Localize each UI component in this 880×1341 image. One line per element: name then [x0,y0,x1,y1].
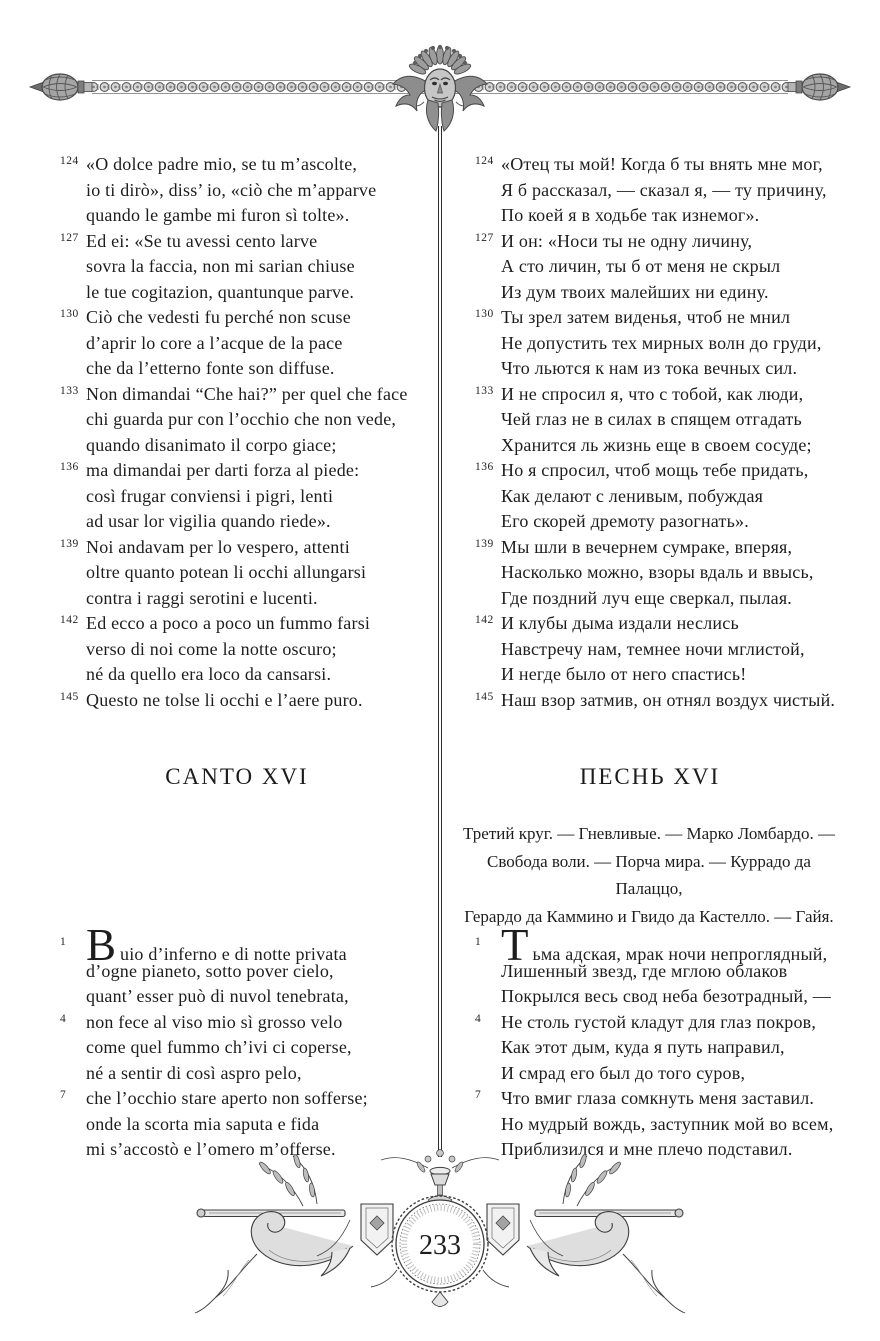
right-finial [788,74,850,100]
verse-line: 124 «Отец ты мой! Когда б ты внять мне мог, [475,154,823,174]
verse-line: contra i raggi serotini e lucenti. [86,587,318,608]
verse-line: verso di noi come la notte oscuro; [86,638,337,659]
verse-number: 1 [60,936,67,948]
verse-line: che da l’etterno fonte son diffuse. [86,358,335,378]
verse-number: 139 [60,537,79,550]
verse-line: 142 Ed ecco a poco a poco un fummo farsi [60,613,371,633]
verse-line: Но мудрый вождь, заступник мой во всем, [501,1113,834,1134]
verse-line: ad usar lor vigilia quando riede». [86,511,331,531]
argument-line: Третий круг. — Гневливые. — Марко Ломбардо. — [463,824,835,843]
verse-number: 4 [475,1012,482,1025]
drop-cap: B [86,920,118,970]
verse-number: 142 [475,614,494,626]
verse-line: Из дум твоих малейших ни едину. [501,281,769,302]
verse-line: По коей я в ходьбе так изнемог». [501,205,760,225]
drop-cap: Т [501,920,530,970]
argument-line: Свобода воли. — Порча мира. — Куррадо да Палаццо, [487,851,811,898]
verse-line: Приблизился и мне плечо подставил. [501,1139,793,1159]
verse-line: А сто личин, ты б от меня не скрыл [501,256,781,276]
verse-line: Что льются к нам из тока вечных сил. [501,358,798,378]
verse-line: né a sentir di così aspro pelo, [86,1062,302,1083]
verse-line: quando le gambe mi furon sì tolte». [86,205,350,225]
russian-verses-lower [475,920,834,1163]
verse-line: 4 non fece al viso mio sì grosso velo [60,1011,343,1032]
verse-number: 127 [60,231,79,244]
verse-line: 145 Questo ne tolse li occhi e l’aere puro. [60,689,363,710]
verse-line: chi guarda pur con l’occhio che non vede, [86,409,397,429]
verse-line: sovra la faccia, non mi sarian chiuse [86,256,355,276]
verse-line: onde la scorta mia saputa e fida [86,1113,320,1134]
italian-verses-upper [60,152,408,713]
verse-number: 1 [475,936,482,948]
canto-heading-italian: CANTO XVI [165,764,309,789]
verse-number: 7 [475,1089,482,1101]
verse-number: 7 [60,1089,67,1101]
verse-number: 139 [475,537,494,550]
verse-number: 145 [475,690,494,703]
verse-line: 127 И он: «Носи ты не одну личину, [475,230,753,251]
verse-line: Я б рассказал, — сказал я, — ту причину, [501,179,827,200]
verse-line: Хранится ль жизнь еще в своем сосуде; [501,434,812,455]
verse-line: così frugar conviensi i pigri, lenti [86,485,334,506]
verse-line: Навстречу нам, темнее ночи мглистой, [501,638,805,659]
verse-line: 136 ma dimandai per darti forza al piede: [60,460,360,480]
verse-line: Как этот дым, куда я путь направил, [501,1037,785,1057]
verse-line: Покрылся весь свод неба безотрадный, — [501,986,831,1006]
verse-line: Лишенный звезд, где мглою облаков [501,960,788,981]
tailpiece-ornament [185,1148,695,1326]
verse-number: 136 [60,461,79,473]
verse-line: 130 Ciò che vedesti fu perché non scuse [60,307,351,327]
verse-line: quant’ esser può di nuvol tenebrata, [86,986,349,1006]
verse-line: 139 Мы шли в вечернем сумраке, вперяя, [475,536,793,557]
column-divider-rule [438,126,442,1157]
verse-number: 142 [60,614,79,626]
verse-line: 124 «O dolce padre mio, se tu m’ascolte, [60,154,358,174]
verse-line: 136 Но я спросил, чтоб мощь тебе придать, [475,460,809,480]
verse-line: Чей глаз не в силах в спящем отгадать [501,409,802,429]
verse-line: 7 che l’occhio stare aperto non sofferse; [60,1088,368,1108]
verse-number: 133 [475,384,494,397]
grotesque-mask-ornament [393,45,487,131]
verse-number: 145 [60,690,79,703]
verse-line: come quel fummo ch’ivi ci coperse, [86,1037,352,1057]
verse-number: 136 [475,461,494,473]
verse-line: oltre quanto potean li occhi allungarsi [86,562,367,582]
verse-line: d’ogne pianeto, sotto pover cielo, [86,960,334,981]
verse-line: né da quello era loco da cansarsi. [86,664,332,684]
verse-line: d’aprir lo core a l’acque de la pace [86,332,343,353]
verse-line: 1 Т ьма адская, мрак ночи непроглядный, [475,920,828,970]
verse-number: 127 [475,231,494,244]
verse-line: 145 Наш взор затмив, он отнял воздух чистый. [475,689,836,710]
italian-verses-lower [60,920,368,1163]
verse-line: Насколько можно, взоры вдаль и ввысь, [501,562,814,582]
verse-number: 133 [60,384,79,397]
verse-line: 139 Noi andavam per lo vespero, attenti [60,536,350,557]
verse-line: И негде было от него спастись! [501,664,747,684]
verse-line: 127 Ed ei: «Se tu avessi cento larve [60,230,318,251]
verse-line: Его скорей дремоту разогнать». [501,511,749,531]
verse-line: 4 Не столь густой кладут для глаз покров, [475,1011,817,1032]
verse-line: mi s’accostò e l’omero m’offerse. [86,1139,336,1159]
left-finial [30,74,92,100]
argument-line: Герардо да Каммино и Гвидо да Кастелло. — Гайя. [464,906,834,926]
canto-heading-russian: ПЕСНЬ XVI [579,764,721,789]
verse-line: io ti dirò», diss’ io, «ciò che m’apparve [86,179,377,200]
canto-argument [458,820,840,930]
tailpiece-right-flourish [487,1154,685,1313]
verse-number: 4 [60,1012,67,1025]
verse-line: Не допустить тех мирных волн до груди, [501,332,822,353]
verse-line: И смрад его был до того суров, [501,1062,746,1083]
verse-line: 130 Ты зрел затем виденья, чтоб не мнил [475,307,791,327]
verse-line: 7 Что вмиг глаза сомкнуть меня заставил. [475,1088,815,1108]
verse-line: le tue cogitazion, quantunque parve. [86,281,355,302]
tailpiece-left-flourish [195,1154,393,1313]
russian-verses-upper [475,152,836,713]
verse-number: 130 [60,308,79,320]
verse-line: Как делают с ленивым, побуждая [501,485,764,506]
verse-line: 133 И не спросил я, что с тобой, как люди, [475,383,804,404]
verse-number: 124 [60,155,79,167]
page-number: 233 [419,1230,461,1261]
verse-line: quando disanimato il corpo giace; [86,434,337,455]
verse-line: 133 Non dimandai “Che hai?” per quel che face [60,383,408,404]
verse-line: Где поздний луч еще сверкал, пылая. [501,587,793,608]
verse-number: 130 [475,308,494,320]
verse-number: 124 [475,155,494,167]
verse-line: 1 B uio d’inferno e di notte privata [60,920,347,970]
verse-line: 142 И клубы дыма издали неслись [475,613,739,633]
